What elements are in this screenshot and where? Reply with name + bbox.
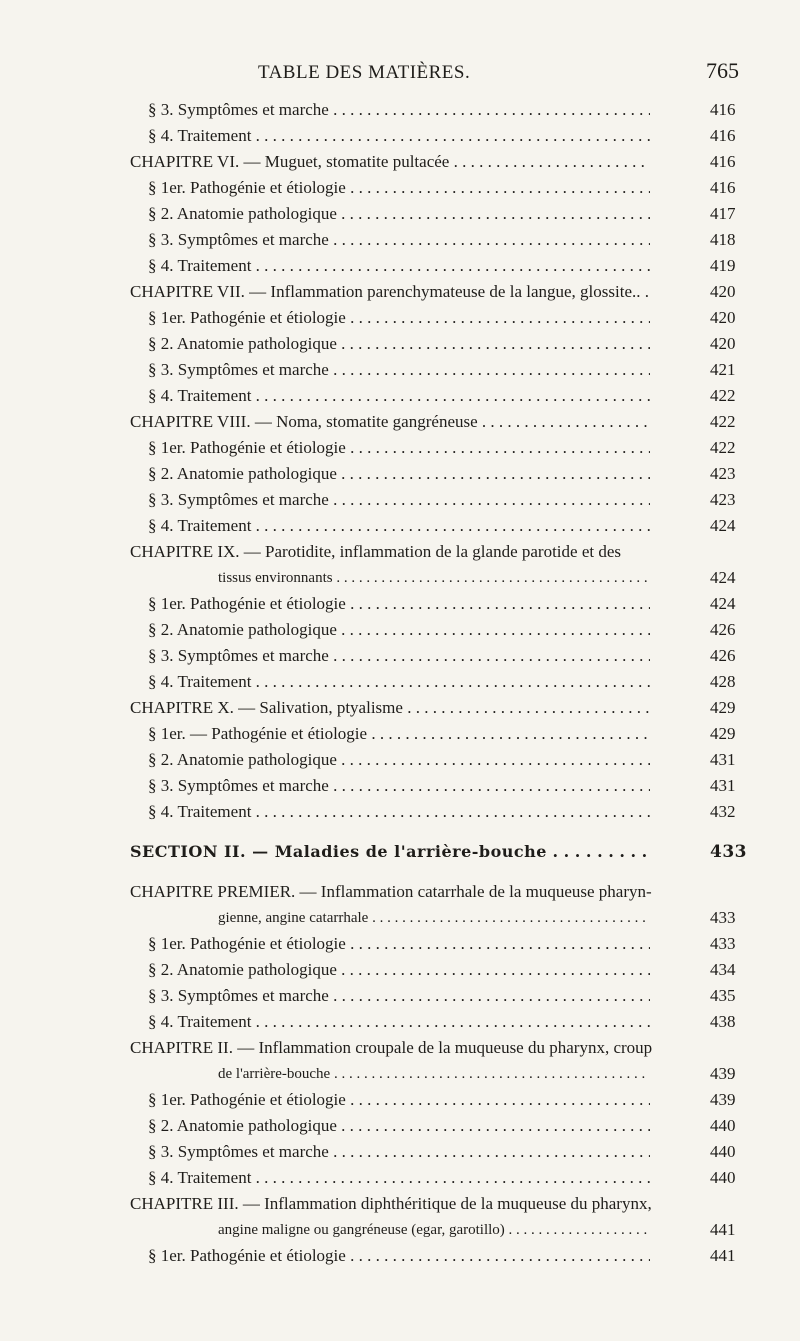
toc-entry-title: § 1er. Pathogénie et étiologie . . . [148, 1088, 650, 1112]
toc-entry-title: § 3. Symptômes et marche . . . [148, 228, 650, 252]
toc-entry-title: CHAPITRE X. — Salivation, ptyalisme . . . [130, 696, 650, 720]
toc-section-heading [0, 840, 800, 864]
toc-entry [0, 1062, 800, 1086]
toc-entry-title: angine maligne ou gangréneuse (egar, garotillo) . . . [218, 1218, 650, 1242]
toc-chapter-entry [0, 150, 800, 174]
toc-entry-page: 426 [710, 620, 736, 639]
toc-entry-title: § 1er. — Pathogénie et étiologie . . . [148, 722, 650, 746]
toc-entry-page: 433 [710, 934, 736, 953]
toc-entry [0, 644, 800, 668]
toc-entry [0, 906, 800, 930]
toc-entry-title: § 4. Traitement . . . [148, 384, 650, 408]
toc-entry [0, 306, 800, 330]
toc-entry-page: 416 [710, 178, 736, 197]
toc-entry-title: § 4. Traitement . . . [148, 124, 650, 148]
toc-entry-page: 434 [710, 960, 736, 979]
toc-entry-page: 431 [710, 776, 736, 795]
toc-entry-page: 420 [710, 334, 736, 353]
toc-entry [0, 436, 800, 460]
toc-entry-page: 426 [710, 646, 736, 665]
toc-entry-page: 439 [710, 1064, 736, 1083]
toc-entry-title: § 3. Symptômes et marche . . . [148, 98, 650, 122]
toc-entry-page: 431 [710, 750, 736, 769]
toc-entry-page: 422 [710, 412, 736, 431]
toc-entry-title: § 4. Traitement . . . [148, 514, 650, 538]
toc-entry [0, 1114, 800, 1138]
toc-entry-title: § 2. Anatomie pathologique . . . [148, 618, 650, 642]
toc-entry-page: 439 [710, 1090, 736, 1109]
toc-entry-title: § 2. Anatomie pathologique . . . [148, 748, 650, 772]
toc-entry-title: CHAPITRE PREMIER. — Inflammation catarrhale de la muqueuse pharyn- [130, 882, 652, 901]
toc-entry-title: § 4. Traitement . . . [148, 1166, 650, 1190]
toc-entry-page: 433 [710, 842, 747, 862]
toc-entry [0, 202, 800, 226]
toc-entry-page: 424 [710, 516, 736, 535]
toc-entry-title: gienne, angine catarrhale . . . [218, 906, 650, 930]
toc-entry-page: 423 [710, 464, 736, 483]
toc-entry [0, 566, 800, 590]
toc-entry-title: § 2. Anatomie pathologique . . . [148, 1114, 650, 1138]
toc-entry [0, 774, 800, 798]
toc-entry-title: CHAPITRE VI. — Muguet, stomatite pultacée . . . [130, 150, 650, 174]
toc-entry-page: 420 [710, 308, 736, 327]
toc-entry [0, 462, 800, 486]
toc-entry-page: 421 [710, 360, 736, 379]
toc-entry [0, 1088, 800, 1112]
toc-entry-title: § 4. Traitement . . . [148, 670, 650, 694]
toc-entry-page: 423 [710, 490, 736, 509]
toc-entry-title: § 4. Traitement . . . [148, 800, 650, 824]
page-number: 765 [706, 58, 739, 83]
toc-entry [0, 1010, 800, 1034]
toc-entry-page: 418 [710, 230, 736, 249]
toc-entry [0, 722, 800, 746]
toc-entry [0, 488, 800, 512]
toc-entry [0, 1140, 800, 1164]
toc-entry-page: 424 [710, 594, 736, 613]
toc-chapter-entry [0, 696, 800, 720]
toc-entry-page: 435 [710, 986, 736, 1005]
toc-entry-title: § 3. Symptômes et marche . . . [148, 774, 650, 798]
toc-entry-title: § 2. Anatomie pathologique . . . [148, 332, 650, 356]
toc-entry-title: § 2. Anatomie pathologique . . . [148, 462, 650, 486]
toc-entry-title: § 3. Symptômes et marche . . . [148, 488, 650, 512]
toc-entry-page: 416 [710, 152, 736, 171]
toc-entry [0, 384, 800, 408]
toc-entry [0, 1166, 800, 1190]
toc-entry-page: 440 [710, 1142, 736, 1161]
toc-entry-page: 438 [710, 1012, 736, 1031]
toc-entry-page: 419 [710, 256, 736, 275]
toc-entry-page: 416 [710, 100, 736, 119]
toc-entry-page: 428 [710, 672, 736, 691]
toc-entry-title: § 1er. Pathogénie et étiologie . . . [148, 436, 650, 460]
toc-entry-page: 432 [710, 802, 736, 821]
toc-entry [0, 1218, 800, 1242]
toc-entry [0, 358, 800, 382]
toc-entry-page: 424 [710, 568, 736, 587]
toc-entry-page: 422 [710, 386, 736, 405]
toc-entry-page: 420 [710, 282, 736, 301]
toc-entry-title: § 4. Traitement . . . [148, 254, 650, 278]
toc-entry-title: SECTION II. — Maladies de l'arrière-bouche . . . [130, 840, 650, 864]
toc-chapter-entry [0, 280, 800, 304]
toc-entry-title: de l'arrière-bouche . . . [218, 1062, 650, 1086]
toc-entry-page: 433 [710, 908, 736, 927]
toc-entry-title: § 3. Symptômes et marche . . . [148, 984, 650, 1008]
toc-entry-page: 440 [710, 1116, 736, 1135]
toc-entry-title: CHAPITRE II. — Inflammation croupale de la muqueuse du pharynx, croup [130, 1038, 653, 1057]
toc-entry-title: CHAPITRE VII. — Inflammation parenchymateuse de la langue, glossite.. . . . [130, 280, 650, 304]
toc-chapter-entry [0, 410, 800, 434]
toc-entry-page: 429 [710, 724, 736, 743]
toc-entry-title: § 1er. Pathogénie et étiologie . . . [148, 1244, 650, 1268]
toc-entry [0, 984, 800, 1008]
toc-entry [0, 670, 800, 694]
toc-entry-page: 416 [710, 126, 736, 145]
toc-entry-title: CHAPITRE VIII. — Noma, stomatite gangréneuse . . . [130, 410, 650, 434]
toc-entry [0, 124, 800, 148]
toc-entry [0, 958, 800, 982]
toc-entry [0, 748, 800, 772]
toc-entry [0, 176, 800, 200]
toc-entry [0, 592, 800, 616]
toc-entry-title: § 3. Symptômes et marche . . . [148, 1140, 650, 1164]
toc-entry-title: CHAPITRE IX. — Parotidite, inflammation de la glande parotide et des [130, 542, 621, 561]
toc-chapter-entry [0, 1036, 800, 1060]
toc-entry-title: § 1er. Pathogénie et étiologie . . . [148, 306, 650, 330]
toc-entry-page: 440 [710, 1168, 736, 1187]
toc-entry [0, 1244, 800, 1268]
toc-entry [0, 932, 800, 956]
toc-entry-title: tissus environnants . . . [218, 566, 650, 590]
toc-entry-page: 441 [710, 1246, 736, 1265]
toc-entry-title: CHAPITRE III. — Inflammation diphthéritique de la muqueuse du pharynx, [130, 1194, 652, 1213]
toc-entry-title: § 3. Symptômes et marche . . . [148, 644, 650, 668]
toc-entry-title: § 1er. Pathogénie et étiologie . . . [148, 176, 650, 200]
running-header-title: TABLE DES MATIÈRES. [258, 62, 471, 83]
toc-entry [0, 800, 800, 824]
toc-entry-title: § 2. Anatomie pathologique . . . [148, 958, 650, 982]
toc-entry [0, 98, 800, 122]
toc-entry [0, 514, 800, 538]
toc-entry-page: 429 [710, 698, 736, 717]
toc-entry [0, 618, 800, 642]
toc-chapter-entry [0, 1192, 800, 1216]
toc-entry-title: § 4. Traitement . . . [148, 1010, 650, 1034]
toc-entry-title: § 1er. Pathogénie et étiologie . . . [148, 592, 650, 616]
toc-entry-title: § 3. Symptômes et marche . . . [148, 358, 650, 382]
toc-entry-page: 441 [710, 1220, 736, 1239]
toc-entry-title: § 1er. Pathogénie et étiologie . . . [148, 932, 650, 956]
toc-entry [0, 228, 800, 252]
toc-chapter-entry [0, 540, 800, 564]
toc-entry-page: 417 [710, 204, 736, 223]
toc-entry-title: § 2. Anatomie pathologique . . . [148, 202, 650, 226]
toc-entry-page: 422 [710, 438, 736, 457]
toc-entry [0, 254, 800, 278]
toc-entry [0, 332, 800, 356]
toc-chapter-entry [0, 880, 800, 904]
